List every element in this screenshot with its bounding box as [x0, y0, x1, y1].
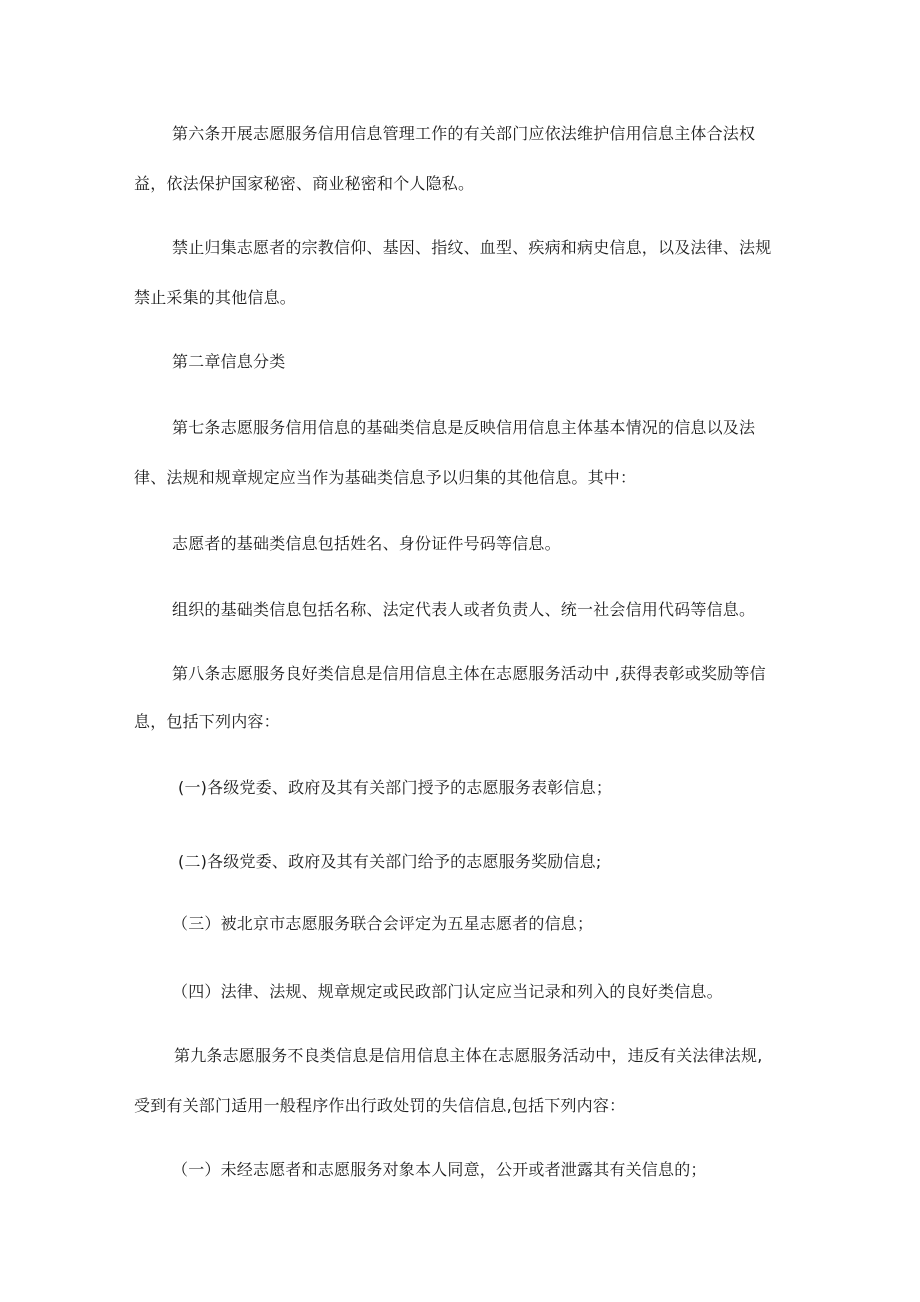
article-9-line-1: 第九条志愿服务不良类信息是信用信息主体在志愿服务活动中，违反有关法律法规,: [174, 1046, 763, 1065]
article-7-line-1: 第七条志愿服务信用信息的基础类信息是反映信用信息主体基本情况的信息以及法: [172, 418, 756, 437]
good-item-4: （四）法律、法规、规章规定或民政部门认定应当记录和列入的良好类信息。: [172, 982, 723, 1001]
good-item-1: (一)各级党委、政府及其有关部门授予的志愿服务表彰信息；: [178, 778, 613, 797]
prohibition-line-1: 禁止归集志愿者的宗教信仰、基因、指纹、血型、疾病和病史信息，以及法律、法规: [172, 238, 772, 257]
bad-item-1: （一）未经志愿者和志愿服务对象本人同意，公开或者泄露其有关信息的；: [172, 1160, 707, 1179]
good-item-3: （三）被北京市志愿服务联合会评定为五星志愿者的信息；: [172, 914, 594, 933]
volunteer-basic-info: 志愿者的基础类信息包括姓名、身份证件号码等信息。: [172, 534, 561, 553]
article-9-line-2: 受到有关部门适用一般程序作出行政处罚的失信信息,包括下列内容：: [134, 1096, 626, 1115]
prohibition-line-2: 禁止采集的其他信息。: [134, 288, 297, 307]
good-item-2: (二)各级党委、政府及其有关部门给予的志愿服务奖励信息;: [178, 852, 602, 871]
article-6-line-2: 益，依法保护国家秘密、商业秘密和个人隐私。: [134, 174, 475, 193]
chapter-2-heading: 第二章信息分类: [172, 352, 286, 371]
article-8-line-1: 第八条志愿服务良好类信息是信用信息主体在志愿服务活动中 ,获得表彰或奖励等信: [172, 664, 766, 683]
organization-basic-info: 组织的基础类信息包括名称、法定代表人或者负责人、统一社会信用代码等信息。: [172, 600, 756, 619]
article-8-line-2: 息，包括下列内容：: [134, 712, 280, 731]
article-6-line-1: 第六条开展志愿服务信用信息管理工作的有关部门应依法维护信用信息主体合法权: [172, 124, 756, 143]
article-7-line-2: 律、法规和规章规定应当作为基础类信息予以归集的其他信息。其中：: [134, 468, 637, 487]
